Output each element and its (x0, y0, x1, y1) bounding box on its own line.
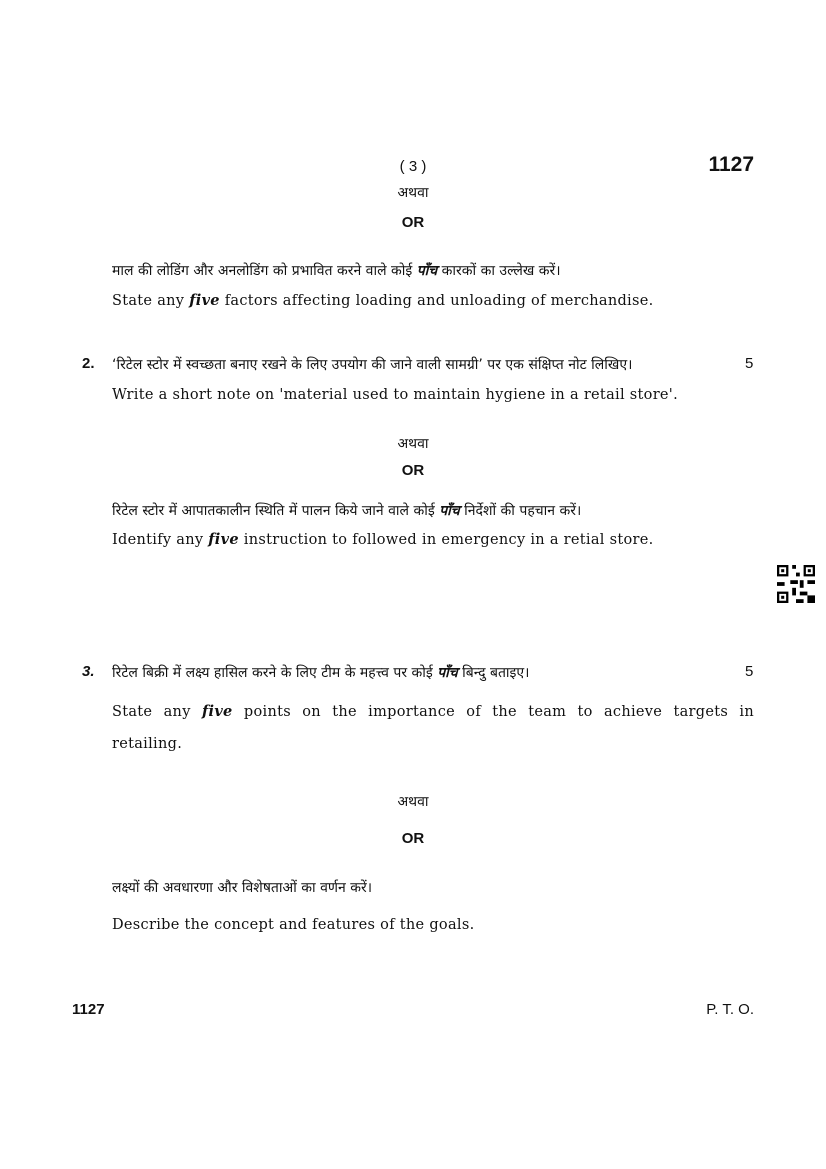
or-hindi: अथवा (397, 794, 429, 810)
q1-or-english: State any five factors affecting loading and unloading of merchandise. (112, 292, 654, 309)
q3-or-english: Describe the concept and features of the goals. (112, 917, 475, 933)
footer-pto: P. T. O. (706, 1001, 754, 1018)
q2-hindi: ‘रिटेल स्टोर में स्वच्छता बनाए रखने के लिए उपयोग की जाने वाली सामग्री’ पर एक संक्षिप्त नोट लिखिए। (112, 357, 633, 373)
footer-code: 1127 (72, 1001, 105, 1018)
q2-english: Write a short note on 'material used to maintain hygiene in a retail store'. (112, 387, 678, 403)
q3-number: 3. (82, 663, 95, 680)
q2-marks: 5 (745, 355, 754, 372)
or-english: OR (401, 462, 425, 479)
q3-hindi: रिटेल बिक्री में लक्ष्य हासिल करने के लिए टीम के महत्त्व पर कोई पाँच बिन्दु बताइए। (112, 665, 530, 681)
paper-code: 1127 (708, 153, 754, 176)
q2-number: 2. (82, 355, 95, 372)
page-number: ( 3 ) (399, 158, 427, 175)
q3-or-hindi: लक्ष्यों की अवधारणा और विशेषताओं का वर्णन करें। (112, 880, 373, 896)
q3-english-line2: retailing. (112, 736, 183, 752)
q3-marks: 5 (745, 663, 754, 680)
or-hindi: अथवा (397, 436, 429, 452)
or-hindi: अथवा (397, 185, 429, 201)
q3-english-line1: State any five points on the importance of the team to achieve targets in (112, 703, 754, 720)
q1-or-hindi: माल की लोडिंग और अनलोडिंग को प्रभावित करने वाले कोई पाँच कारकों का उल्लेख करें। (112, 263, 561, 279)
or-english: OR (401, 830, 425, 847)
or-english: OR (401, 214, 425, 231)
qr-code-icon (776, 565, 816, 603)
q2-or-hindi: रिटेल स्टोर में आपातकालीन स्थिति में पालन किये जाने वाले कोई पाँच निर्देशों की पहचान करें। (112, 503, 582, 519)
q2-or-english: Identify any five instruction to followed in emergency in a retial store. (112, 531, 654, 548)
